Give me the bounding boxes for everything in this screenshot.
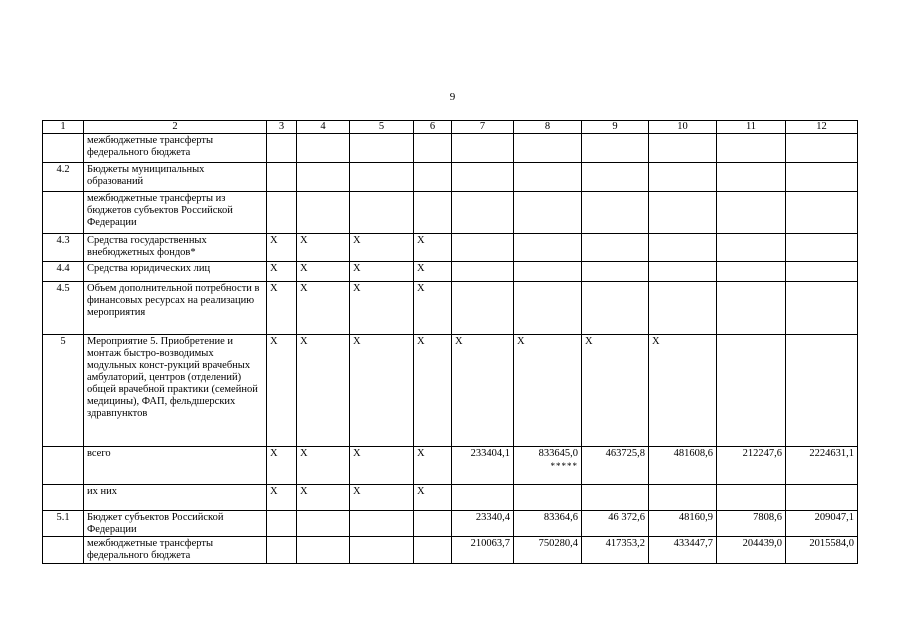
marker-cell xyxy=(414,134,452,163)
table-row xyxy=(43,134,858,163)
row-number-cell xyxy=(43,485,84,511)
marker-cell xyxy=(414,192,452,234)
marker-cell xyxy=(350,511,414,537)
value-cell xyxy=(649,262,717,282)
header-cell: 2 xyxy=(84,121,267,134)
value-cell: 23340,4 xyxy=(452,511,514,537)
value-cell xyxy=(717,234,786,262)
marker-cell: Х xyxy=(297,447,350,485)
table-row xyxy=(43,511,858,537)
value-cell xyxy=(452,282,514,335)
table-row xyxy=(43,335,858,447)
value-cell xyxy=(717,282,786,335)
row-number-cell: 5 xyxy=(43,335,84,447)
value-cell xyxy=(649,485,717,511)
value-cell xyxy=(582,163,649,192)
value-cell xyxy=(649,134,717,163)
value-cell xyxy=(514,234,582,262)
header-row xyxy=(43,121,858,134)
value-cell: 481608,6 xyxy=(649,447,717,485)
marker-cell: Х xyxy=(297,282,350,335)
table-row xyxy=(43,537,858,564)
row-name-cell: Мероприятие 5. Приобретение и монтаж быстро-возводимых модульных конст-рукций врачебных амбулаторий, центров (отделений) общей врачебной практики (семейной медицины), ФАП, фельдшерских здравпунктов xyxy=(84,335,267,447)
value-text: 833645,0 xyxy=(538,448,578,459)
value-cell xyxy=(649,282,717,335)
marker-cell: Х xyxy=(267,335,297,447)
value-cell xyxy=(452,485,514,511)
header-cell: 9 xyxy=(582,121,649,134)
value-cell xyxy=(717,262,786,282)
marker-cell xyxy=(350,134,414,163)
marker-cell: Х xyxy=(297,335,350,447)
marker-cell: Х xyxy=(297,262,350,282)
header-cell: 1 xyxy=(43,121,84,134)
marker-cell: Х xyxy=(267,282,297,335)
marker-cell xyxy=(297,134,350,163)
header-cell: 3 xyxy=(267,121,297,134)
header-cell: 12 xyxy=(786,121,858,134)
marker-cell xyxy=(297,192,350,234)
marker-cell xyxy=(414,537,452,564)
value-cell xyxy=(514,134,582,163)
value-cell xyxy=(582,485,649,511)
marker-cell: Х xyxy=(267,447,297,485)
value-cell xyxy=(582,282,649,335)
value-cell xyxy=(649,163,717,192)
page-number: 9 xyxy=(449,91,456,103)
marker-cell xyxy=(297,163,350,192)
row-name-cell: межбюджетные трансферты федерального бюджета xyxy=(84,134,267,163)
table-row xyxy=(43,447,858,485)
marker-cell: Х xyxy=(297,485,350,511)
value-cell: 463725,8 xyxy=(582,447,649,485)
value-cell: 7808,6 xyxy=(717,511,786,537)
marker-cell: Х xyxy=(267,234,297,262)
footnote-marker: ***** xyxy=(550,461,578,471)
header-cell: 11 xyxy=(717,121,786,134)
marker-cell xyxy=(350,192,414,234)
row-number-cell xyxy=(43,192,84,234)
marker-cell: Х xyxy=(267,262,297,282)
value-cell xyxy=(452,192,514,234)
value-cell: 46 372,6 xyxy=(582,511,649,537)
marker-cell xyxy=(267,134,297,163)
marker-cell: Х xyxy=(414,282,452,335)
value-cell xyxy=(582,134,649,163)
value-cell: Х xyxy=(514,335,582,447)
row-number-cell: 4.3 xyxy=(43,234,84,262)
value-cell xyxy=(786,134,858,163)
value-cell xyxy=(786,485,858,511)
marker-cell: Х xyxy=(414,262,452,282)
marker-cell: Х xyxy=(414,234,452,262)
value-cell xyxy=(786,335,858,447)
marker-cell: Х xyxy=(350,262,414,282)
value-cell xyxy=(582,192,649,234)
marker-cell: Х xyxy=(350,335,414,447)
marker-cell xyxy=(350,537,414,564)
value-cell: 417353,2 xyxy=(582,537,649,564)
value-cell xyxy=(786,192,858,234)
marker-cell: Х xyxy=(350,485,414,511)
value-cell xyxy=(514,447,582,485)
row-name-cell: их них xyxy=(84,485,267,511)
marker-cell xyxy=(414,511,452,537)
row-name-cell: всего xyxy=(84,447,267,485)
header-cell: 5 xyxy=(350,121,414,134)
row-name-cell: Бюджет субъектов Российской Федерации xyxy=(84,511,267,537)
value-cell xyxy=(582,234,649,262)
row-number-cell: 5.1 xyxy=(43,511,84,537)
value-cell xyxy=(514,163,582,192)
row-name-cell: межбюджетные трансферты из бюджетов субъектов Российской Федерации xyxy=(84,192,267,234)
header-cell: 7 xyxy=(452,121,514,134)
value-cell xyxy=(717,192,786,234)
row-number-cell: 4.2 xyxy=(43,163,84,192)
marker-cell xyxy=(267,511,297,537)
table-row xyxy=(43,192,858,234)
value-cell xyxy=(452,234,514,262)
marker-cell: Х xyxy=(297,234,350,262)
header-cell: 10 xyxy=(649,121,717,134)
value-cell xyxy=(786,234,858,262)
marker-cell: Х xyxy=(350,447,414,485)
value-cell xyxy=(452,134,514,163)
value-cell: 2015584,0 xyxy=(786,537,858,564)
value-cell xyxy=(717,485,786,511)
marker-cell xyxy=(267,192,297,234)
row-name-cell: Бюджеты муниципальных образований xyxy=(84,163,267,192)
table-row xyxy=(43,262,858,282)
value-cell xyxy=(717,163,786,192)
row-name-cell: Средства государственных внебюджетных фондов* xyxy=(84,234,267,262)
marker-cell xyxy=(414,163,452,192)
row-number-cell: 4.5 xyxy=(43,282,84,335)
header-cell: 8 xyxy=(514,121,582,134)
row-number-cell xyxy=(43,537,84,564)
value-cell: 48160,9 xyxy=(649,511,717,537)
marker-cell xyxy=(297,537,350,564)
row-name-cell: Средства юридических лиц xyxy=(84,262,267,282)
marker-cell: Х xyxy=(414,485,452,511)
value-cell xyxy=(514,192,582,234)
value-cell: Х xyxy=(582,335,649,447)
marker-cell: Х xyxy=(350,234,414,262)
value-cell: 209047,1 xyxy=(786,511,858,537)
value-cell: 433447,7 xyxy=(649,537,717,564)
value-cell xyxy=(786,262,858,282)
value-cell xyxy=(514,262,582,282)
row-number-cell xyxy=(43,134,84,163)
marker-cell: Х xyxy=(350,282,414,335)
value-cell xyxy=(582,262,649,282)
value-cell xyxy=(514,485,582,511)
table-row xyxy=(43,282,858,335)
marker-cell: Х xyxy=(267,485,297,511)
value-cell: 750280,4 xyxy=(514,537,582,564)
header-cell: 6 xyxy=(414,121,452,134)
value-cell: Х xyxy=(649,335,717,447)
header-cell: 4 xyxy=(297,121,350,134)
budget-table xyxy=(42,120,858,564)
value-cell: 210063,7 xyxy=(452,537,514,564)
value-cell xyxy=(649,234,717,262)
value-cell: 2224631,1 xyxy=(786,447,858,485)
table-row xyxy=(43,234,858,262)
marker-cell xyxy=(350,163,414,192)
marker-cell xyxy=(267,537,297,564)
value-cell: Х xyxy=(452,335,514,447)
value-cell xyxy=(786,282,858,335)
value-cell xyxy=(786,163,858,192)
row-name-cell: Объем дополнительной потребности в финансовых ресурсах на реализацию мероприятия xyxy=(84,282,267,335)
row-number-cell: 4.4 xyxy=(43,262,84,282)
value-cell xyxy=(452,163,514,192)
value-cell xyxy=(649,192,717,234)
marker-cell xyxy=(267,163,297,192)
value-cell: 83364,6 xyxy=(514,511,582,537)
marker-cell xyxy=(297,511,350,537)
row-number-cell xyxy=(43,447,84,485)
table-row xyxy=(43,163,858,192)
value-cell xyxy=(717,134,786,163)
row-name-cell: межбюджетные трансферты федерального бюджета xyxy=(84,537,267,564)
marker-cell: Х xyxy=(414,335,452,447)
value-cell: 204439,0 xyxy=(717,537,786,564)
marker-cell: Х xyxy=(414,447,452,485)
value-cell xyxy=(717,335,786,447)
value-cell xyxy=(514,282,582,335)
table-row xyxy=(43,485,858,511)
value-cell: 212247,6 xyxy=(717,447,786,485)
value-cell xyxy=(452,262,514,282)
value-cell: 233404,1 xyxy=(452,447,514,485)
